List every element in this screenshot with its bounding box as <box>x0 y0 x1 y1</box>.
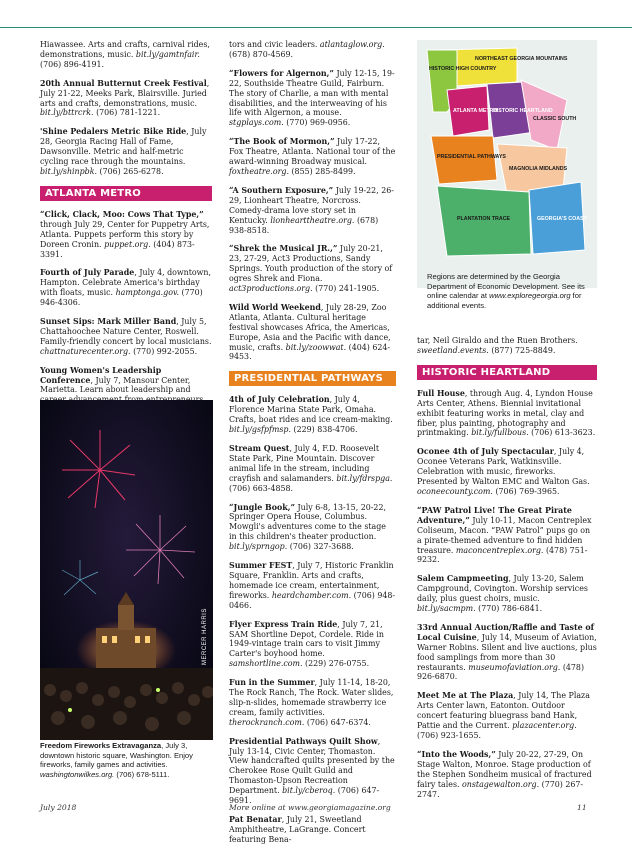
event-url[interactable]: sweetland.events. <box>417 345 489 355</box>
event-url[interactable]: oconeecounty.com. <box>417 486 493 496</box>
event-url[interactable]: bit.ly/sacmpm. <box>417 604 476 614</box>
event-title: Fourth of July Parade <box>40 268 135 278</box>
event-description: , July 28-29, Zoo Atlanta, Atlanta. Cultural heritage festival showcases Africa, the Americas, Europe, Asia and the Pacific with dance, music, crafts. <box>229 302 391 352</box>
footer-date: July 2018 <box>40 803 77 812</box>
region-presidential-pathways <box>431 136 497 184</box>
event-description: July 12-15, 19-22, Southside Theatre Guild, Fairburn. The story of Charlie, a man with mental disabilities, and the interweaving of his life with Algernon, a mouse. <box>229 68 395 118</box>
event-phone: (229) 276-0755. <box>305 659 370 669</box>
event-url[interactable]: act3productions.org. <box>229 284 313 294</box>
event-url[interactable]: samshortline.com. <box>229 659 303 669</box>
column-3 <box>417 336 597 808</box>
event-title: Fun in the Summer <box>229 678 315 688</box>
event-description: , July 7, Mansour Center, Marietta. Learn about leadership and <box>40 375 191 395</box>
event-phone: (706) 948-0466. <box>229 590 396 610</box>
event-listing <box>417 691 597 741</box>
event-title: “Flowers for Algernon,” <box>229 68 334 78</box>
event-url[interactable]: therockranch.com. <box>229 717 305 727</box>
event-description: , July 7, 21, SAM Shortline Depot, Cordele. Ride in 1949-vintage train cars to visit Jimmy Carter's boyhood home. <box>229 619 384 659</box>
event-listing <box>417 506 597 565</box>
region-header-historic-heartland: HISTORIC HEARTLAND <box>417 365 597 380</box>
event-description: , July 21-22, Meeks Park, Blairsville. Juried arts and crafts, demonstrations, music. <box>40 78 210 108</box>
map-label-georgias-coast: GEORGIA'S COAST <box>537 216 587 222</box>
map-label-classic-south: CLASSIC SOUTH <box>533 116 577 122</box>
event-listing <box>229 503 396 553</box>
caption-title: Freedom Fireworks Extravaganza <box>40 741 162 750</box>
event-listing <box>229 444 396 494</box>
event-title: Sunset Sips: Mark Miller Band <box>40 317 177 327</box>
event-title: “Into the Woods,” <box>417 749 496 759</box>
event-listing <box>229 69 396 128</box>
event-phone: (404) 873-3391. <box>40 239 195 259</box>
region-classic-south <box>521 80 567 150</box>
event-description: , July 7, Historic Franklin Square, Franklin. Arts and crafts, homemade ice cream, entertainment, fireworks. <box>229 561 394 600</box>
event-url[interactable]: bit.ly/bttrcrk. <box>40 108 94 118</box>
map-caption: Regions are determined by the Georgia Department of Economic Development. See its online calendar at www.exploregeorgia.org for additional events. <box>427 272 585 310</box>
event-phone: (478) 751-9232. <box>417 545 588 565</box>
event-listing <box>229 678 396 728</box>
event-phone: (706) 769-3965. <box>495 486 560 496</box>
intro-paragraph: Hiawassee. Arts and crafts, carnival rides, demonstrations, music. bit.ly/gamtnfair. (706) 896-4191. <box>40 40 210 69</box>
event-phone: (229) 838-4706. <box>293 425 358 435</box>
intro-paragraph: tors and civic leaders. atlantaglow.org. (678) 870-4569. <box>229 40 385 59</box>
event-listing <box>417 447 597 497</box>
event-title: Flyer Express Train Ride <box>229 619 338 629</box>
caption-url[interactable]: washingtonwilkes.org. <box>40 769 115 779</box>
event-listing <box>40 127 212 177</box>
column-1 <box>40 40 212 424</box>
event-title: 33rd Annual Auction/Raffle and Taste of Local Cuisine <box>417 622 595 642</box>
page-number: 11 <box>577 803 587 812</box>
map-caption-url[interactable]: www.exploregeorgia.org <box>489 291 571 300</box>
event-listing <box>229 303 396 362</box>
event-title: “Jungle Book,” <box>229 502 295 512</box>
event-description: July 20-21, 23, 27-29, Act3 Productions, Sandy Springs. Youth production of the story of ogres Shrek and Fiona. <box>229 244 393 284</box>
event-title: Salem Campmeeting <box>417 574 509 584</box>
event-url[interactable]: lionhearttheatre.org. <box>270 215 355 225</box>
photo-credit: MERCER HARRIS <box>202 608 208 665</box>
event-listing <box>40 210 212 260</box>
event-url[interactable]: hamptonga.gov. <box>115 288 179 298</box>
event-listing <box>229 620 396 670</box>
event-title: Young Women's Leadership Conference <box>40 365 162 385</box>
event-url[interactable]: bit.ly/sprngop. <box>229 542 288 552</box>
event-phone: (706) 327-3688. <box>289 542 354 552</box>
region-header-presidential-pathways: PRESIDENTIAL PATHWAYS <box>229 371 396 386</box>
map-label-plantation-trace: PLANTATION TRACE <box>457 216 511 222</box>
map-label-magnolia-midlands: MAGNOLIA MIDLANDS <box>509 166 568 172</box>
event-url[interactable]: heardchamber.com. <box>271 590 352 600</box>
intro-paragraph: tar, Neil Giraldo and the Ruen Brothers. sweetland.events. (877) 725-8849. <box>417 336 578 355</box>
event-url[interactable]: plazacenter.org. <box>512 721 577 731</box>
fireworks-photo <box>40 400 213 740</box>
event-listing <box>417 574 597 614</box>
region-header-atlanta-metro: ATLANTA METRO <box>40 186 212 201</box>
event-title: “A Southern Exposure,” <box>229 185 334 195</box>
event-phone: (770) 969-0956. <box>286 118 351 128</box>
event-url[interactable]: bit.ly/shinpbk. <box>40 166 98 176</box>
event-url[interactable]: atlantaglow.org. <box>319 40 385 49</box>
event-phone: (706) 647-9691. <box>229 786 380 806</box>
event-title: 'Shine Pedalers Metric Bike Ride <box>40 127 187 137</box>
event-title: “The Book of Mormon,” <box>229 137 335 147</box>
event-url[interactable]: bit.ly/fullbous. <box>471 428 529 438</box>
event-title: “PAW Patrol Live! The Great Pirate Adventure,” <box>417 505 572 525</box>
event-phone: (706) 647-6374. <box>306 717 371 727</box>
event-description: , July 4, Florence Marina State Park, Omaha. Crafts, boat rides and ice cream-making. <box>229 395 393 425</box>
event-description: , July 5, Chattahoochee Nature Center, Roswell. Family-friendly concert by local musicians. <box>40 317 212 346</box>
footer-website[interactable]: More online at www.georgiamagazine.org <box>229 803 391 812</box>
event-listing <box>229 137 396 177</box>
event-description: , July 13-14, Civic Center, Thomaston. View handcrafted quilts presented by the Cherokee Rose Quilt Guild and Thomaston-Upson Recreation Department. <box>229 736 395 796</box>
event-title: Stream Quest <box>229 444 290 453</box>
event-phone: (770) 786-6841. <box>478 604 543 614</box>
event-description: July 19-22, 26-29, Lionheart Theatre, Norcross. Comedy-drama love story set in Kentucky. <box>229 185 394 225</box>
event-listing <box>229 395 396 435</box>
event-description: , July 21, Sweetland Amphitheatre, LaGrange. Concert featuring Bena- <box>229 815 366 844</box>
event-title: Wild World Weekend <box>229 302 321 312</box>
event-url[interactable]: puppet.org. <box>104 239 151 249</box>
map-label-historic-heartland: HISTORIC HEARTLAND <box>493 108 553 114</box>
event-description: , July 14, The Plaza Arts Center lawn, Eatonton. Outdoor concert featuring bluegrass band Hank, Pattie and the Current. <box>417 691 590 731</box>
event-description: , July 4, F.D. Roosevelt State Park, Pine Mountain. Discover animal life in the stream, including crayfish and salamanders. <box>229 444 380 483</box>
event-url[interactable]: onstagewalton.org. <box>462 779 540 789</box>
event-listing <box>40 268 212 308</box>
event-listing <box>40 79 212 119</box>
event-listing <box>417 750 597 800</box>
event-description: July 20-22, 27-29, On Stage Walton, Monroe. Stage production of the Stephen Sondheim musical of fractured fairy tales. <box>417 749 592 789</box>
event-phone: (478) 926-6870. <box>417 662 585 682</box>
event-description: , July 11-14, 18-20, The Rock Ranch, The Rock. Water slides, slip-n-slides, homemade strawberry ice cream, family activities. <box>229 678 394 717</box>
event-phone: (855) 285-8499. <box>291 166 356 176</box>
event-url[interactable]: bit.ly/gsfpfmsp. <box>229 425 291 435</box>
event-url[interactable]: maconcentreplex.org. <box>455 545 544 555</box>
event-title: Pat Benatar <box>229 815 282 824</box>
event-description: , July 4, downtown, Hampton. Celebrate America's birthday with floats, music. <box>40 268 212 298</box>
event-phone: (706) 265-6278. <box>99 166 164 176</box>
event-description: July 10-11, Macon Centreplex Coliseum, Macon. “PAW Patrol” pups go on a pirate-themed adventure to find hidden treasure. <box>417 515 592 555</box>
georgia-map-svg <box>417 40 597 265</box>
event-phone: (706) 663-4858. <box>229 483 294 493</box>
top-rule <box>0 27 632 28</box>
event-title: Summer FEST <box>229 561 293 571</box>
event-listing <box>229 186 396 236</box>
event-title: Full House <box>417 388 465 398</box>
event-title: 20th Annual Butternut Creek Festival <box>40 78 207 88</box>
event-listing <box>417 389 597 439</box>
event-title: Meet Me at The Plaza <box>417 691 514 701</box>
event-phone: (706) 923-1655. <box>417 731 482 740</box>
event-listing <box>229 561 396 611</box>
event-phone: (770) 992-2055. <box>133 346 198 356</box>
event-listing <box>417 623 597 682</box>
event-title: Presidential Pathways Quilt Show <box>229 736 378 746</box>
map-label-atlanta-metro: ATLANTA METRO <box>453 108 498 114</box>
event-url[interactable]: chattnaturecenter.org. <box>40 346 131 356</box>
map-label-ne-mountains: NORTHEAST GEORGIA MOUNTAINS <box>475 56 568 62</box>
event-url[interactable]: bit.ly/gamtnfair. <box>135 49 200 59</box>
event-description: through July 29, Center for Puppetry Arts, Atlanta. Puppets perform this story by Doreen Cronin. <box>40 219 210 249</box>
event-phone: (770) 946-4306. <box>40 288 203 308</box>
event-description: , through Aug. 4, Lyndon House Arts Center, Athens. Biennial invitational exhibit featuring works in metal, clay and fiber, plus painting, photography and printmaking. <box>417 388 593 438</box>
event-description: , July 14, Museum of Aviation, Warner Robins. Silent and live auctions, plus food samplings from more than 30 restaurants. <box>417 632 597 672</box>
event-listing <box>40 317 212 357</box>
event-url[interactable]: stgplays.com. <box>229 118 284 128</box>
event-title: Oconee 4th of July Spectacular <box>417 447 554 457</box>
fireworks-image <box>40 400 213 740</box>
event-phone: (678) 938-8518. <box>229 215 379 235</box>
event-description: July 6-8, 13-15, 20-22, Springer Opera House, Columbus. Mowgli's adventures come to the stage in this children's theater production. <box>229 502 386 542</box>
map-label-high-country: HISTORIC HIGH COUNTRY <box>429 66 497 72</box>
map-label-presidential-pathways: PRESIDENTIAL PATHWAYS <box>437 154 506 160</box>
event-description: , July 13-20, Salem Campground, Covington. Worship services daily, plus guest choirs, music. <box>417 574 588 604</box>
event-phone: (404) 624-9453. <box>229 342 391 362</box>
event-url[interactable]: bit.ly/zoowwat. <box>285 342 347 352</box>
event-phone: (770) 241-1905. <box>315 284 380 294</box>
event-title: “Click, Clack, Moo: Cows That Type,” <box>40 209 204 219</box>
event-phone: (706) 613-3623. <box>531 428 596 438</box>
column-2 <box>229 40 396 854</box>
event-description: , July 28, Georgia Racing Hall of Fame, Dawsonville. Metric and half-metric cycling race through the mountains. <box>40 127 207 167</box>
georgia-region-map <box>417 40 597 288</box>
event-description: , July 4, Oconee Veterans Park, Watkinsville. Celebration with music, fireworks. Presented by Walton EMC and Walton Gas. <box>417 447 590 487</box>
event-url[interactable]: foxtheatre.org. <box>229 166 289 176</box>
event-url[interactable]: bit.ly/fdrspga. <box>336 473 393 483</box>
event-listing <box>229 737 396 806</box>
event-phone: (706) 781-1221. <box>96 108 161 118</box>
photo-caption: Freedom Fireworks Extravaganza, July 3, downtown historic square, Washington. Enjoy fireworks, family games and activities. washingtonwilkes.org. (706) 678-5111. <box>40 741 193 779</box>
event-phone: (770) 267-2747. <box>417 779 584 799</box>
event-url[interactable]: museumofaviation.org. <box>468 662 561 672</box>
event-title: 4th of July Celebration <box>229 395 330 405</box>
event-title: “Shrek the Musical JR.,” <box>229 244 338 254</box>
event-description: July 17-22, Fox Theatre, Atlanta. National tour of the award-winning Broadway musical. <box>229 137 396 167</box>
event-listing <box>229 244 396 294</box>
event-url[interactable]: bit.ly/cberoq. <box>282 786 336 796</box>
